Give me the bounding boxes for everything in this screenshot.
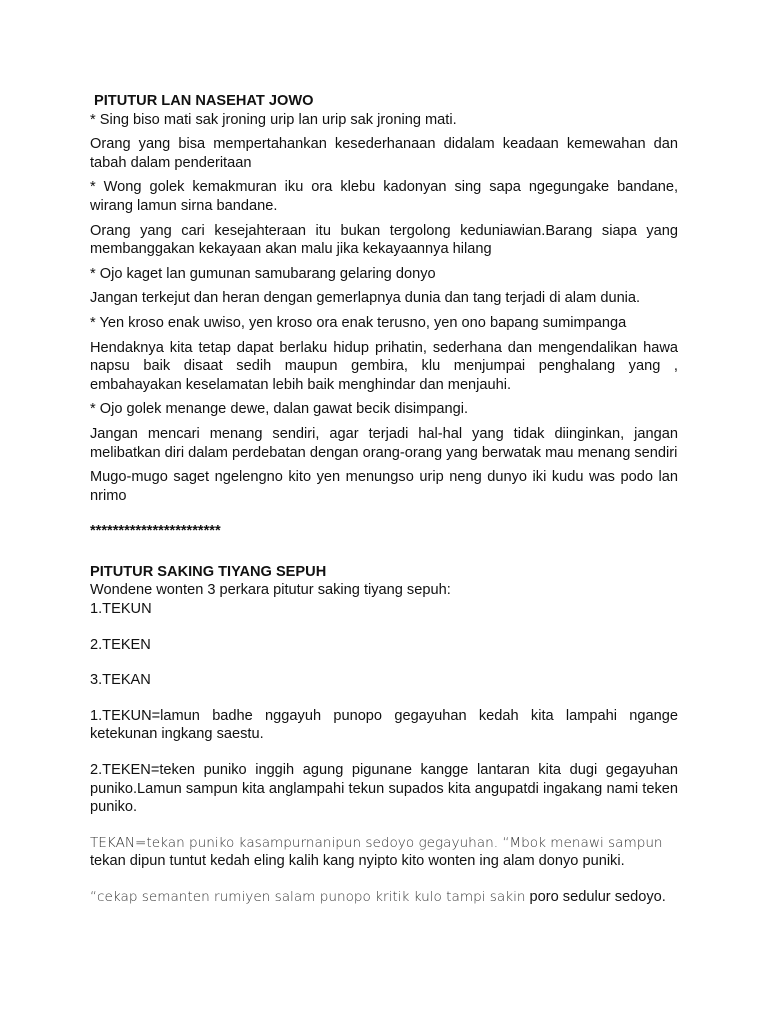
explain-tekan	[90, 834, 678, 871]
proverb-4: * Yen kroso enak uwiso, yen kroso ora enak terusno, yen ono bapang sumimpanga	[90, 314, 627, 331]
meaning-4: Hendaknya kita tetap dapat berlaku hidup prihatin, sederhana dan mengendalikan hawa napsu baik disaat sedih maupun gembira, klu menjumpai penghalang yang , embahayakan keselamatan lebih baik menghindar dan menjauhi.	[90, 339, 678, 393]
list-item-tekan: 3.TEKAN	[90, 672, 151, 689]
closing-greeting	[90, 888, 678, 907]
closing-greeting-thin: “cekap semanten rumiyen salam punopo kritik kulo tampi sakin	[90, 889, 526, 905]
closing-wish: Mugo-mugo saget ngelengno kito yen menungso urip neng dunyo iki kudu was podo lan nrimo	[90, 469, 678, 504]
proverb-5: * Ojo golek menange dewe, dalan gawat becik disimpangi.	[90, 401, 469, 418]
proverb-3: * Ojo kaget lan gumunan samubarang gelaring donyo	[90, 265, 436, 282]
explain-teken: 2.TEKEN=teken puniko inggih agung pigunane kangge lantaran kita dugi gegayuhan puniko.Lamun sampun kita anglampahi tekun supados kita angupatdi ingakang nami teken puniko.	[90, 762, 678, 816]
explain-tekan-line2: tekan dipun tuntut kedah eling kalih kang nyipto kito wonten ing alam donyo puniki.	[90, 853, 625, 870]
list-item-tekun: 1.TEKUN	[90, 601, 152, 618]
heading-pitutur-saking-tiyang-sepuh: PITUTUR SAKING TIYANG SEPUH	[90, 563, 327, 580]
explain-tekun: 1.TEKUN=lamun badhe nggayuh punopo gegayuhan kedah kita lampahi ngange ketekunan ingkang saestu.	[90, 707, 678, 743]
proverb-1: * Sing biso mati sak jroning urip lan urip sak jroning mati.	[90, 111, 457, 128]
proverb-2: * Wong golek kemakmuran iku ora klebu kadonyan sing sapa ngegungake bandane, wirang lamun sirna bandane.	[90, 179, 678, 214]
meaning-1: Orang yang bisa mempertahankan kesederhanaan didalam keadaan kemewahan dan tabah dalam penderitaan	[90, 136, 678, 171]
meaning-2: Orang yang cari kesejahteraan itu bukan tergolong keduniawian.Barang siapa yang membanggakan kekayaan akan malu jika kekayaannya hilang	[90, 222, 678, 258]
document-page	[90, 92, 678, 907]
meaning-3: Jangan terkejut dan heran dengan gemerlapnya dunia dan tang terjadi di alam dunia.	[90, 290, 641, 307]
list-item-teken: 2.TEKEN	[90, 636, 151, 653]
closing-greeting-rest: poro sedulur sedoyo.	[525, 889, 666, 905]
meaning-5: Jangan mencari menang sendiri, agar terjadi hal-hal yang tidak diinginkan, jangan melibatkan diri dalam perdebatan dengan orang-orang yang berwatak mau menang sendiri	[90, 425, 678, 461]
explain-tekan-line1: TEKAN=tekan puniko kasampurnanipun sedoyo gegayuhan. “Mbok menawi sampun	[90, 834, 663, 851]
intro-three-advices: Wondene wonten 3 perkara pitutur saking tiyang sepuh:	[90, 582, 451, 599]
heading-pitutur-lan-nasehat-jowo: PITUTUR LAN NASEHAT JOWO	[94, 93, 314, 109]
separator-stars: ***********************	[90, 523, 221, 540]
